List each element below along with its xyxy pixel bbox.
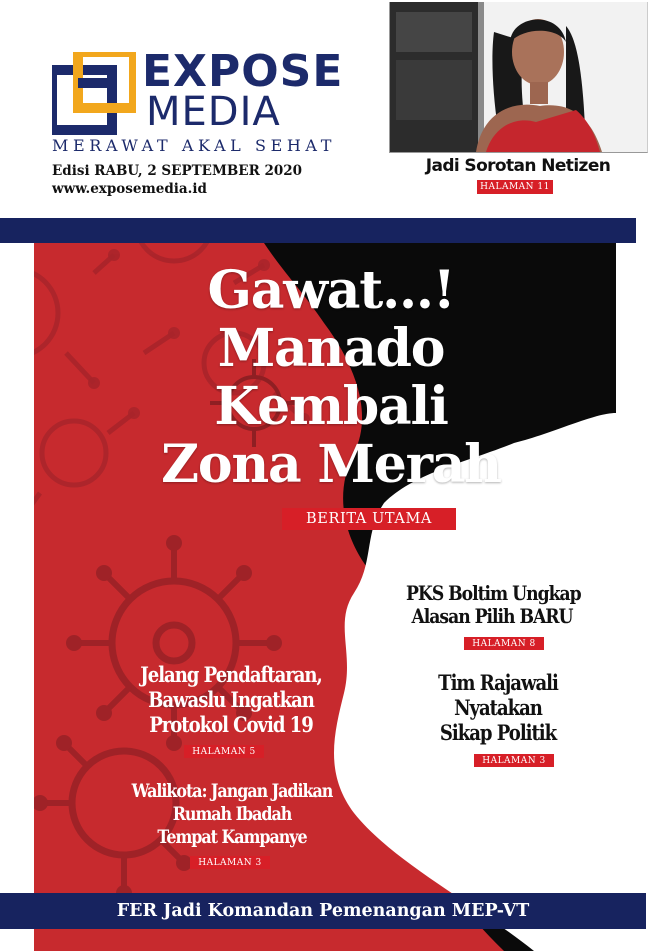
story-headline[interactable] xyxy=(125,662,337,737)
story-headline-line: Alasan Pilih BARU xyxy=(411,604,573,628)
page-badge: HALAMAN 3 xyxy=(190,856,270,869)
main-headline-line: Zona Merah xyxy=(161,434,501,495)
main-headline-line: Manado xyxy=(217,318,445,379)
main-headline[interactable] xyxy=(150,262,512,494)
story-headline-line: Walikota: Jangan Jadikan xyxy=(131,781,333,802)
page-badge: HALAMAN 11 xyxy=(477,180,553,194)
logo-icon xyxy=(52,52,136,136)
section-badge: BERITA UTAMA xyxy=(282,508,456,530)
story-headline-line: Protokol Covid 19 xyxy=(149,712,313,737)
portrait-image xyxy=(390,2,647,152)
divider-bar xyxy=(0,218,636,243)
story-headline-line: Sikap Politik xyxy=(439,720,557,745)
footer-headline-bar[interactable] xyxy=(0,893,646,929)
website-link[interactable]: www.exposemedia.id xyxy=(52,181,207,197)
brand-name: EXPOSE xyxy=(142,46,344,97)
teaser-photo[interactable] xyxy=(389,2,648,153)
story-headline-line: Jelang Pendaftaran, xyxy=(140,662,322,687)
story-headline[interactable] xyxy=(127,780,337,849)
story-headline-line: Rumah Ibadah xyxy=(172,804,292,825)
story-headline[interactable] xyxy=(406,581,581,628)
story-headline-line: Tempat Kampanye xyxy=(157,827,307,848)
main-headline-line: Kembali xyxy=(214,376,448,437)
story-headline-line: Bawaslu Ingatkan xyxy=(148,687,314,712)
footer-headline: FER Jadi Komandan Pemenangan MEP-VT xyxy=(116,901,530,921)
story-headline-line: Nyatakan xyxy=(454,695,542,720)
teaser-headline[interactable]: Jadi Sorotan Netizen xyxy=(425,156,611,176)
page-badge: HALAMAN 8 xyxy=(464,637,544,650)
story-headline-line: PKS Boltim Ungkap xyxy=(406,581,581,605)
brand-name-second-line: MEDIA xyxy=(146,89,281,135)
tagline: MERAWAT AKAL SEHAT xyxy=(52,136,336,155)
page-badge: HALAMAN 5 xyxy=(184,745,264,758)
main-headline-line: Gawat...! xyxy=(207,260,455,321)
edition-date: Edisi RABU, 2 SEPTEMBER 2020 xyxy=(52,163,303,179)
story-headline-line: Tim Rajawali xyxy=(438,670,558,695)
story-headline[interactable] xyxy=(424,670,572,745)
page-badge: HALAMAN 3 xyxy=(474,754,554,767)
